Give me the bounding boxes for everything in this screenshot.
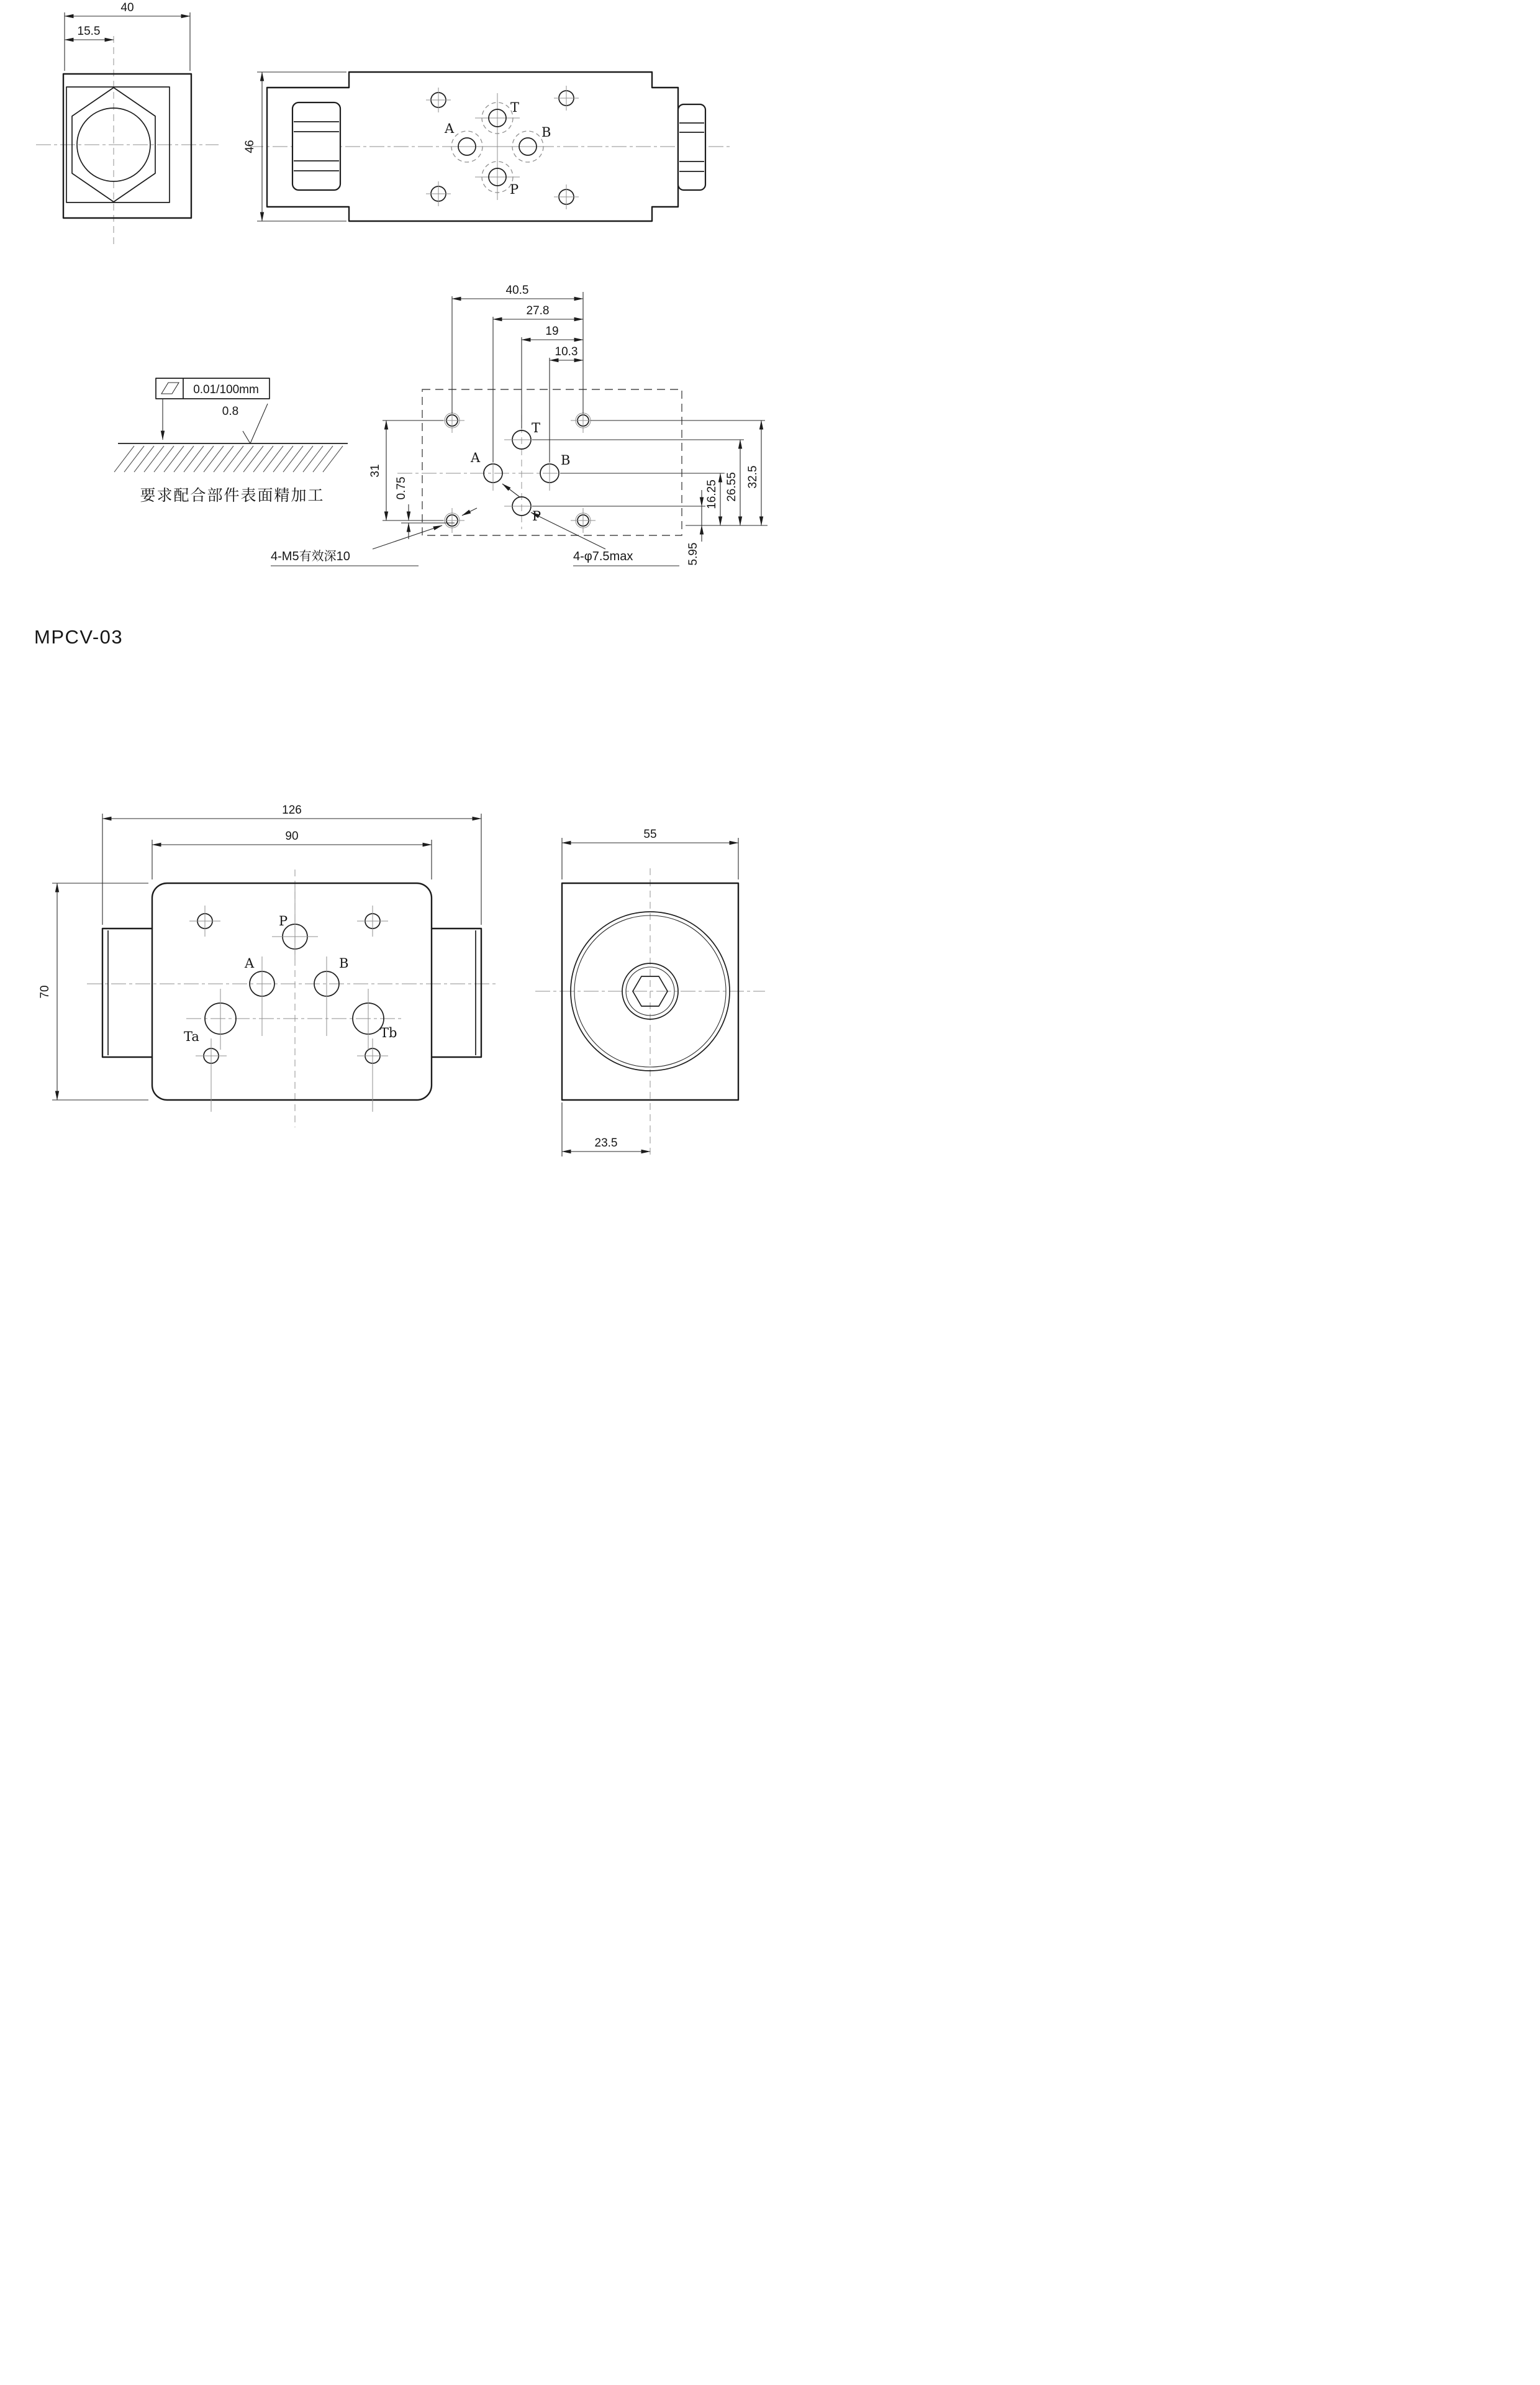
port-label-p: P bbox=[532, 509, 541, 524]
port-label-tb: Tb bbox=[380, 1025, 397, 1040]
hex-nut-right bbox=[678, 104, 705, 190]
dim-27-8: 27.8 bbox=[526, 304, 550, 317]
block-outline bbox=[63, 74, 191, 218]
port-label-b: B bbox=[561, 453, 571, 468]
front-view bbox=[36, 1, 219, 247]
leader-notes bbox=[271, 484, 679, 566]
roughness-icon bbox=[243, 404, 268, 443]
dim-width: 40 bbox=[120, 1, 134, 14]
dim-19: 19 bbox=[545, 325, 559, 338]
valve-body-outline bbox=[152, 883, 432, 1100]
side-view bbox=[535, 828, 765, 1159]
dim-5-95: 5.95 bbox=[687, 542, 700, 566]
port-label-a: A bbox=[445, 121, 455, 136]
port-label-t: T bbox=[532, 420, 541, 435]
left-boss bbox=[102, 929, 152, 1057]
model-label: MPCV-03 bbox=[34, 626, 124, 648]
dim-hex-offset: 15.5 bbox=[77, 25, 101, 38]
horizontal-dims bbox=[452, 284, 583, 462]
dim-90: 90 bbox=[285, 830, 299, 843]
flatness-icon bbox=[161, 383, 179, 394]
bottom-front-view bbox=[38, 804, 497, 1127]
flatness-value: 0.01/100mm bbox=[193, 383, 259, 396]
dim-32-5: 32.5 bbox=[746, 465, 759, 489]
top-view bbox=[243, 72, 733, 221]
dim-55: 55 bbox=[643, 828, 657, 841]
port-label-t: T bbox=[510, 100, 520, 115]
bottom-dims bbox=[38, 804, 481, 1100]
port-cluster bbox=[444, 93, 551, 200]
bolt-holes bbox=[426, 86, 579, 209]
dim-26-55: 26.55 bbox=[725, 472, 738, 502]
dim-31: 31 bbox=[369, 464, 382, 478]
technical-drawing bbox=[0, 0, 770, 1192]
dim-70: 70 bbox=[38, 985, 52, 999]
dim-23-5: 23.5 bbox=[594, 1137, 618, 1150]
roughness-value: 0.8 bbox=[222, 405, 239, 418]
dim-40-5: 40.5 bbox=[505, 284, 529, 297]
hex-nut-left bbox=[292, 102, 340, 190]
dim-10-3: 10.3 bbox=[555, 345, 578, 358]
right-dims bbox=[532, 420, 768, 565]
port-label-p: P bbox=[279, 914, 288, 929]
dim-height: 46 bbox=[243, 140, 256, 153]
right-boss bbox=[432, 929, 481, 1057]
port-label-a: A bbox=[471, 450, 481, 465]
port-label-b: B bbox=[541, 125, 551, 140]
port-label-p: P bbox=[510, 182, 519, 197]
left-dims bbox=[369, 420, 455, 539]
mounting-face-view bbox=[271, 284, 768, 566]
note-m5: 4-M5有效深10 bbox=[271, 550, 350, 563]
note-port-dia: 4-φ7.5max bbox=[573, 550, 633, 563]
port-label-a: A bbox=[245, 956, 255, 971]
surface-finish-note bbox=[114, 378, 348, 504]
dim-0-75: 0.75 bbox=[395, 476, 408, 500]
port-label-b: B bbox=[339, 956, 349, 971]
hatching bbox=[114, 446, 343, 472]
dim-126: 126 bbox=[282, 804, 302, 817]
face-ports bbox=[470, 420, 570, 524]
dim-16-25: 16.25 bbox=[705, 479, 718, 509]
surface-caption: 要求配合部件表面精加工 bbox=[140, 487, 325, 504]
drawing-sheet bbox=[0, 0, 770, 1192]
bottom-ports bbox=[184, 885, 397, 1050]
mounting-face-outline bbox=[422, 389, 682, 535]
port-label-ta: Ta bbox=[184, 1029, 199, 1044]
